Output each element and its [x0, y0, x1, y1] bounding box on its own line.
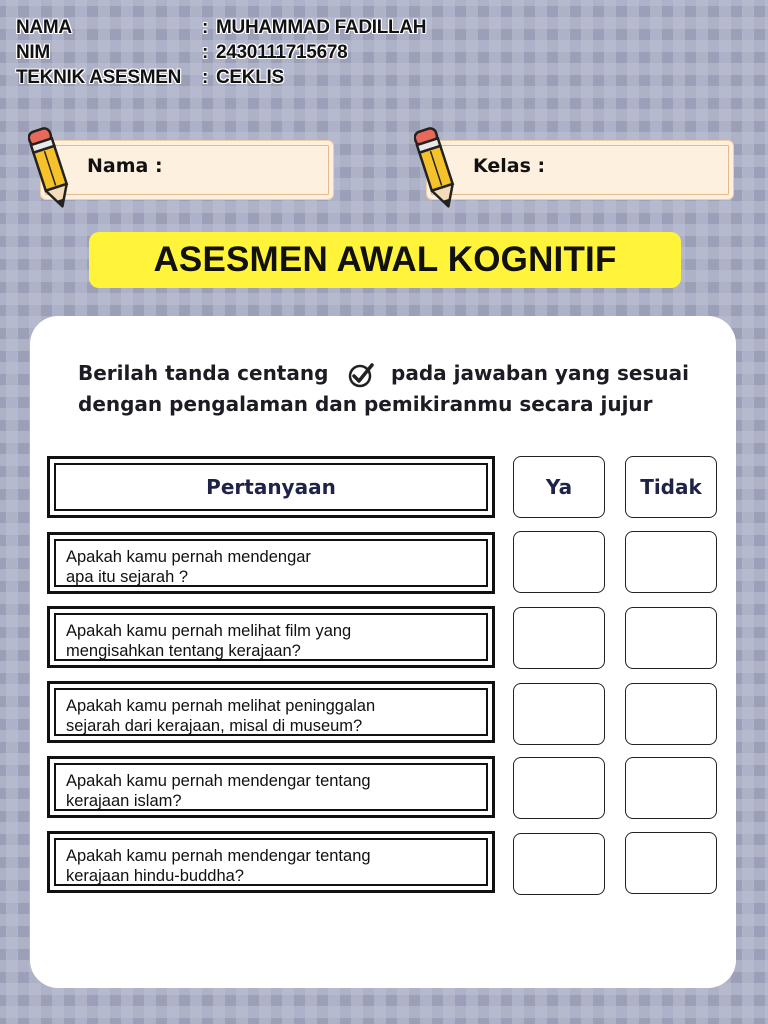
table-header-inner: [54, 463, 488, 511]
question-text: Apakah kamu pernah mendengar apa itu sejarah ?: [66, 548, 311, 586]
identity-value: CEKLIS: [216, 67, 284, 88]
answer-yes-checkbox[interactable]: [513, 607, 605, 669]
question-box-inner: [54, 539, 488, 587]
header-question-label: Pertanyaan: [206, 475, 336, 499]
answer-no-checkbox[interactable]: [625, 832, 717, 894]
question-box-inner: [54, 763, 488, 811]
answer-yes-checkbox[interactable]: [513, 833, 605, 895]
identity-colon: :: [202, 17, 209, 38]
table-row: [47, 831, 495, 893]
question-text: Apakah kamu pernah mendengar tentang kerajaan hindu-buddha?: [66, 847, 371, 885]
question-box-inner: [54, 613, 488, 661]
checkmark-icon: [348, 361, 376, 389]
pencil-icon: [414, 122, 460, 214]
table-row: [47, 756, 495, 818]
table-row: [47, 681, 495, 743]
question-box-inner: [54, 688, 488, 736]
identity-row-teknik: [16, 66, 284, 90]
answer-no-checkbox[interactable]: [625, 757, 717, 819]
instruction-line1-a: Berilah tanda centang: [78, 361, 329, 385]
identity-row-nama: [16, 16, 426, 40]
nama-field[interactable]: [40, 140, 334, 200]
identity-label: NIM: [16, 42, 50, 63]
table-row: [47, 532, 495, 594]
answer-no-checkbox[interactable]: [625, 683, 717, 745]
kelas-label: Kelas :: [473, 155, 546, 177]
answer-yes-checkbox[interactable]: [513, 757, 605, 819]
answer-no-checkbox[interactable]: [625, 607, 717, 669]
page-title: ASESMEN AWAL KOGNITIF: [153, 240, 617, 279]
identity-colon: :: [202, 67, 209, 88]
header-no: Tidak: [625, 456, 717, 518]
identity-row-nim: [16, 41, 347, 65]
question-text: Apakah kamu pernah melihat film yang mengisahkan tentang kerajaan?: [66, 622, 352, 660]
pencil-icon: [28, 122, 74, 214]
question-text: Apakah kamu pernah mendengar tentang kerajaan islam?: [66, 772, 371, 810]
nama-label: Nama :: [87, 155, 163, 177]
instruction-line2: dengan pengalaman dan pemikiranmu secara jujur: [78, 392, 653, 416]
table-header-question: [47, 456, 495, 518]
instruction-line1-b: pada jawaban yang sesuai: [391, 361, 689, 385]
kelas-field[interactable]: [426, 140, 734, 200]
identity-value: 2430111715678: [216, 42, 348, 63]
identity-colon: :: [202, 42, 209, 63]
answer-yes-checkbox[interactable]: [513, 683, 605, 745]
answer-no-checkbox[interactable]: [625, 531, 717, 593]
question-box-inner: [54, 838, 488, 886]
identity-label: NAMA: [16, 17, 72, 38]
header-yes: Ya: [513, 456, 605, 518]
answer-yes-checkbox[interactable]: [513, 531, 605, 593]
identity-label: TEKNIK ASESMEN: [16, 67, 182, 88]
title-banner: [89, 232, 681, 288]
identity-value: MUHAMMAD FADILLAH: [216, 17, 427, 38]
question-text: Apakah kamu pernah melihat peninggalan sejarah dari kerajaan, misal di museum?: [66, 697, 376, 735]
table-row: [47, 606, 495, 668]
